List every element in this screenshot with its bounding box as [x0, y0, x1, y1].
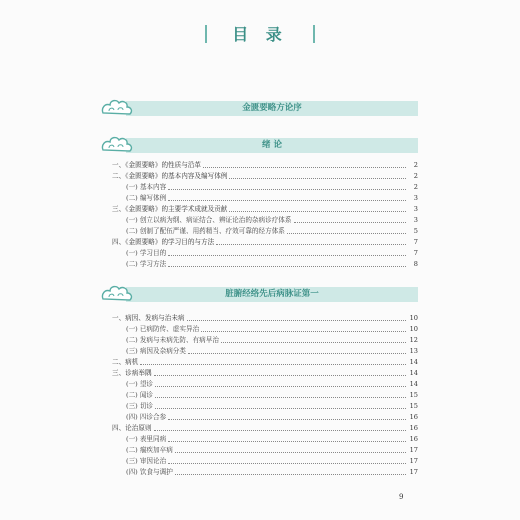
toc-entry-page: 16 — [409, 435, 418, 443]
dot-leader — [168, 463, 406, 464]
toc-entry-label: (二) 发病与未病先防、有病早治 — [126, 336, 219, 344]
dot-leader — [216, 244, 406, 245]
toc-entry-label: 四、《金匮要略》的学习目的与方法 — [112, 238, 215, 246]
dot-leader — [294, 222, 407, 223]
toc-entry — [112, 248, 418, 259]
toc-entry-label: 二、《金匮要略》的基本内容及编写体例 — [112, 172, 228, 180]
toc-entry — [112, 226, 418, 237]
dot-leader — [168, 419, 406, 420]
toc-entry-label: 一、《金匮要略》的性质与沿革 — [112, 161, 202, 169]
chapter-banner-introduction — [100, 136, 418, 154]
toc-entry — [112, 335, 418, 346]
toc-entry — [112, 357, 418, 368]
toc-entry-page: 10 — [409, 325, 418, 333]
toc-entry-label: (一) 创立以病为纲、病证结合、辨证论治的杂病诊疗体系 — [126, 216, 292, 224]
dot-leader — [168, 441, 406, 442]
toc-entry-page: 8 — [413, 260, 418, 268]
toc-entry — [112, 160, 418, 171]
dot-leader — [154, 375, 406, 376]
toc-entry-page: 17 — [409, 446, 418, 454]
dot-leader — [155, 386, 406, 387]
toc-entry-page: 15 — [409, 402, 418, 410]
cloud-ornament-icon — [100, 283, 134, 305]
chapter-title: 脏腑经络先后病脉证第一 — [225, 289, 319, 299]
dot-leader — [140, 364, 406, 365]
dot-leader — [175, 474, 406, 475]
toc-entry-page: 7 — [413, 249, 418, 257]
toc-entry — [112, 445, 418, 456]
toc-entry-page: 2 — [413, 161, 418, 169]
toc-entry-label: (一) 学习目的 — [126, 249, 167, 257]
dot-leader — [221, 342, 406, 343]
toc-entry-page: 7 — [413, 238, 418, 246]
toc-entry-label: (二) 闻诊 — [126, 391, 154, 399]
cloud-ornament-icon — [100, 134, 134, 156]
dot-leader — [168, 266, 406, 267]
toc-entry-page: 5 — [413, 227, 418, 235]
cloud-ornament-icon — [100, 97, 134, 119]
toc-entry — [112, 390, 418, 401]
toc-entry — [112, 215, 418, 226]
page-title: 目 录 — [232, 25, 288, 44]
toc-entry-page: 14 — [409, 380, 418, 388]
toc-entry — [112, 346, 418, 357]
dot-leader — [188, 353, 406, 354]
chapter-title: 绪 论 — [262, 140, 282, 150]
toc-entry-page: 3 — [413, 216, 418, 224]
toc-entry-label: (一) 望诊 — [126, 380, 154, 388]
toc-entry-page: 15 — [409, 391, 418, 399]
toc-entry-label: (三) 审因论治 — [126, 457, 167, 465]
toc-entry-label: (二) 编写体例 — [126, 194, 167, 202]
dot-leader — [187, 320, 406, 321]
toc-section-introduction — [112, 160, 418, 270]
toc-entry — [112, 259, 418, 270]
toc-entry — [112, 182, 418, 193]
dot-leader — [154, 430, 406, 431]
toc-entry — [112, 237, 418, 248]
toc-entry-page: 10 — [409, 314, 418, 322]
toc-entry-label: 二、病机 — [112, 358, 139, 366]
toc-entry — [112, 412, 418, 423]
dot-leader — [155, 408, 406, 409]
toc-entry-label: (三) 病因及杂病分类 — [126, 347, 186, 355]
toc-entry-label: 三、诊病举隅 — [112, 369, 152, 377]
toc-entry — [112, 313, 418, 324]
toc-entry-page: 3 — [413, 205, 418, 213]
toc-entry-page: 16 — [409, 413, 418, 421]
toc-entry-page: 14 — [409, 369, 418, 377]
dot-leader — [155, 397, 406, 398]
toc-entry — [112, 379, 418, 390]
toc-entry-label: 一、病因、发病与治未病 — [112, 314, 185, 322]
chapter-banner-chapter-one — [100, 285, 418, 303]
title-right-bar — [313, 25, 315, 43]
dot-leader — [168, 255, 406, 256]
toc-entry — [112, 456, 418, 467]
toc-entry-label: (四) 四诊合参 — [126, 413, 167, 421]
toc-entry-label: (四) 饮食与调护 — [126, 468, 173, 476]
toc-entry — [112, 401, 418, 412]
toc-entry-label: (二) 学习方法 — [126, 260, 167, 268]
dot-leader — [229, 211, 406, 212]
toc-entry-label: (一) 表里同病 — [126, 435, 167, 443]
dot-leader — [168, 200, 406, 201]
toc-entry-label: (一) 已病防传、虚实异治 — [126, 325, 200, 333]
dot-leader — [168, 189, 406, 190]
toc-header — [0, 22, 520, 45]
toc-entry — [112, 434, 418, 445]
toc-entry-page: 16 — [409, 424, 418, 432]
toc-entry-page: 12 — [409, 336, 418, 344]
dot-leader — [201, 331, 406, 332]
dot-leader — [203, 167, 406, 168]
toc-entry — [112, 324, 418, 335]
toc-entry-page: 17 — [409, 468, 418, 476]
toc-entry-page: 17 — [409, 457, 418, 465]
dot-leader — [229, 178, 406, 179]
toc-entry-page: 14 — [409, 358, 418, 366]
toc-entry-page: 2 — [413, 172, 418, 180]
toc-entry-label: (一) 基本内容 — [126, 183, 167, 191]
toc-entry-page: 2 — [413, 183, 418, 191]
dot-leader — [175, 452, 406, 453]
toc-entry-label: 四、论治原则 — [112, 424, 152, 432]
page-number: 9 — [399, 493, 404, 501]
toc-entry-label: (二) 痼疾加卒病 — [126, 446, 173, 454]
chapter-banner-preface — [100, 99, 418, 117]
toc-entry-page: 13 — [409, 347, 418, 355]
toc-entry-page: 3 — [413, 194, 418, 202]
toc-entry-label: 三、《金匮要略》的主要学术成就及贡献 — [112, 205, 228, 213]
toc-entry — [112, 171, 418, 182]
title-left-bar — [205, 25, 207, 43]
toc-section-chapter-one — [112, 313, 418, 478]
toc-entry — [112, 467, 418, 478]
chapter-title: 金匮要略方论序 — [242, 103, 302, 113]
toc-entry-label: (二) 创制了配伍严谨、用药精当、疗效可靠的经方体系 — [126, 227, 285, 235]
toc-entry — [112, 204, 418, 215]
dot-leader — [287, 233, 406, 234]
toc-entry — [112, 368, 418, 379]
toc-entry-label: (三) 切诊 — [126, 402, 154, 410]
toc-entry — [112, 423, 418, 434]
toc-entry — [112, 193, 418, 204]
